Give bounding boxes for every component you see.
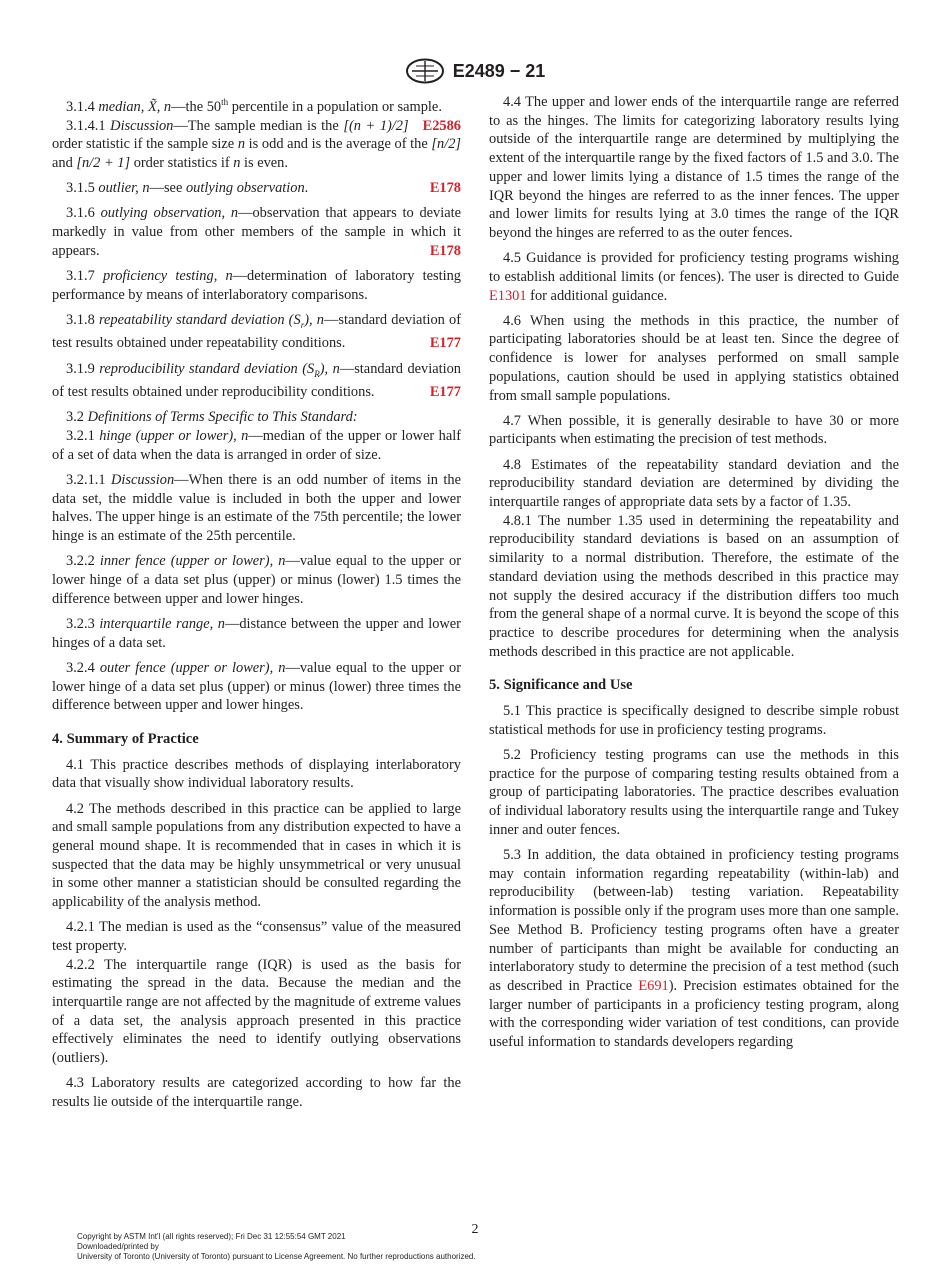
footer-line: Copyright by ASTM Int'l (all rights reserved); Fri Dec 31 12:55:54 GMT 2021	[77, 1232, 346, 1241]
ref-e178-link[interactable]: E178	[429, 242, 461, 259]
paragraph-4-4: 4.4 The upper and lower ends of the interquartile range are referred to as the hinges. The limits for categorizing laboratory results lying outside of the interquartile range are determined by multiplying the extent of the interquartile range by the fixed factors of 1.5 and 3.0. The upper and lower limits lying a distance of 1.5 times the range of the IQR beyond the hinges are referred to as the inner fences. The upper and lower limits for results lying at 3.0 times the range of the IQR beyond the hinges are referred to as the outer fences.	[489, 94, 899, 241]
left-column	[52, 93, 461, 1118]
paragraph-4-1: 4.1 This practice describes methods of displaying interlaboratory data that visually show individual laboratory results.	[52, 756, 461, 792]
right-column	[489, 93, 899, 1058]
ref-e177-link[interactable]: E177	[429, 335, 461, 352]
footer-line: Downloaded/printed by	[77, 1242, 159, 1251]
paragraph-5-2: 5.2 Proficiency testing programs can use the methods in this practice for the purpose of comparing testing results obtained from a group of participating laboratories. The practice describes evaluation of individual laboratory results using the interquartile range and Tukey inner and outer fences.	[489, 747, 899, 838]
ref-e1301-link[interactable]: E1301	[489, 287, 527, 304]
paragraph-3-2-2: 3.2.2 inner fence (upper or lower), n—value equal to the upper or lower hinge of a data set plus (upper) or minus (lower) 1.5 times the difference between upper and lower hinges.	[52, 553, 461, 607]
paragraph-4-2: 4.2 The methods described in this practice can be applied to large and small sample populations from any distribution expected to have a general mound shape. It is recommended that in cases in which it is suspected that the data may be highly unsymmetrical or very unusual in some other manner a statistician should be consulted regarding the applicability of the analysis method.	[52, 800, 461, 911]
paragraph-3-2-1: 3.2.1 hinge (upper or lower), n—median of the upper or lower half of a set of data when the data is arranged in order of size.	[52, 428, 462, 463]
paragraph-3-1-8: 3.1.8 repeatability standard deviation $(S_r)$, n—standard deviation of test results obtained under repeatability conditions. E177	[52, 311, 461, 352]
paragraph-3-2: 3.2 Definitions of Terms Specific to This Standard:	[66, 409, 358, 426]
paragraph-4-5: 4.5 Guidance is provided for proficiency testing programs wishing to establish additional limits (or fences). The user is directed to Guide E1301 for additional guidance.	[489, 250, 899, 304]
ref-e177-link[interactable]: E177	[429, 384, 461, 401]
page-header	[0, 56, 950, 86]
ref-e178-link[interactable]: E178	[429, 180, 461, 197]
paragraph-4-2-2: 4.2.2 The interquartile range (IQR) is used as the basis for estimating the spread in the data. Because the median and the interquartile range are not affected by the magnitude of extreme values of a data set, the analysis approach presented in this practice effectively eliminates the need to identify outlying observations (outliers).	[52, 956, 461, 1067]
footer-line: University of Toronto (University of Toronto) pursuant to License Agreement. No further reproductions authorized.	[77, 1252, 476, 1261]
paragraph-3-2-4: 3.2.4 outer fence (upper or lower), n—value equal to the upper or lower hinge of a data set plus (upper) or minus (lower) three times the difference between upper and lower hinges.	[52, 659, 461, 714]
paragraph-5-1: 5.1 This practice is specifically designed to describe simple robust statistical methods for use in proficiency testing programs.	[489, 703, 899, 738]
section-heading-5: 5. Significance and Use	[489, 677, 633, 694]
paragraph-4-3: 4.3 Laboratory results are categorized according to how far the results lie outside of the interquartile range.	[52, 1075, 461, 1111]
section-heading-4: 4. Summary of Practice	[52, 730, 199, 747]
copyright-footer	[77, 1232, 476, 1262]
paragraph-3-1-4: 3.1.4 median, X̃, n—the 50th percentile in a population or sample. E2586	[66, 97, 461, 134]
paragraph-3-2-1-1: 3.2.1.1 Discussion—When there is an odd number of items in the data set, the middle value is included in both the upper and lower halves. The upper hinge is an estimate of the 75th percentile; the lower hinge is an estimate of the 25th percentile.	[52, 472, 461, 545]
paragraph-3-1-4-1: 3.1.4.1 Discussion—The sample median is the [(n + 1)/2] order statistic if the sample size n is odd and is the average of the [n/2] and [n/2 + 1] order statistics if n is even.	[52, 117, 462, 171]
paragraph-3-1-9: 3.1.9 reproducibility standard deviation $(S_R)$, n—standard deviation of test results obtained under reproducibility conditions. E177	[52, 360, 462, 401]
paragraph-4-6: 4.6 When using the methods in this practice, the number of participating laboratories should be at least ten. Since the degree of confidence is lower for analyses performed on small sample populations, caution should be used in applying statistics obtained from small sample populations.	[489, 312, 899, 404]
paragraph-3-1-7: 3.1.7 proficiency testing, n—determination of laboratory testing performance by means of interlaboratory comparisons.	[52, 267, 461, 303]
paragraph-3-1-5: 3.1.5 outlier, n—see outlying observation. E178	[66, 180, 461, 197]
ref-e691-link[interactable]: E691	[638, 977, 669, 994]
document-id: E2489 − 21	[452, 60, 546, 81]
paragraph-5-3: 5.3 In addition, the data obtained in proficiency testing programs may contain information regarding repeatability (within-lab) and reproducibility (between-lab) testing variation. Repeatability information is possible only if the program uses more than one sample. See Method B. Proficiency testing programs often have a greater number of participants than might be available for conducting an interlaboratory study to determine the precision of a test method (such as described in Practice E691). Precision estimates obtained for the larger number of participants in a proficiency testing program, along with the corresponding wider variation of test conditions, can provide useful information to standards developers regarding	[489, 847, 899, 1051]
paragraph-3-1-6: 3.1.6 outlying observation, n—observation that appears to deviate markedly in value from other members of the sample in which it appears. E178	[52, 205, 461, 259]
paragraph-4-7: 4.7 When possible, it is generally desirable to have 30 or more participants when estimating the precision of test methods.	[489, 412, 899, 448]
page-number: 2	[471, 1222, 479, 1237]
paragraph-3-2-3: 3.2.3 interquartile range, n—distance between the upper and lower hinges of a data set.	[52, 615, 461, 651]
paragraph-4-2-1: 4.2.1 The median is used as the “consensus” value of the measured test property.	[52, 919, 461, 954]
ref-e2586-link[interactable]: E2586	[422, 117, 461, 134]
paragraph-4-8: 4.8 Estimates of the repeatability standard deviation and the reproducibility standard deviation are determined by dividing the interquartile ranges of appropriate data sets by a factor of 1.35.	[489, 456, 899, 511]
paragraph-4-8-1: 4.8.1 The number 1.35 used in determining the repeatability and reproducibility standard deviations is based on an assumption of similarity to a normal distribution. Therefore, the estimate of the standard deviation using the methods described in this practice may not supply the desired accuracy if the distribution differs too much from the general shape of a normal curve. It is beyond the scope of this practice to describe procedures for determining when the analysis methods described in this practice are not applicable.	[489, 512, 899, 660]
astm-logo-icon	[405, 58, 445, 84]
